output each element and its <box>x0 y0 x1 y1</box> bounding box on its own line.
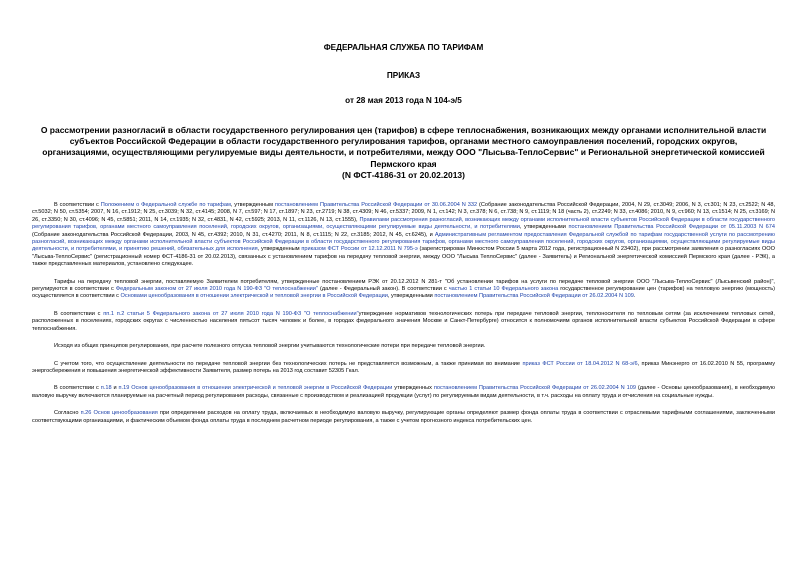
paragraph-text: С учетом того, что осуществление деятельности по передаче тепловой энергии без технологических потерь не представляется возможным, а также принимая во внимание <box>54 360 523 367</box>
legal-reference-link[interactable]: п.19 Основ ценообразования в отношении электрической и тепловой энергии в Российской Федерации <box>118 385 393 392</box>
document-date-number: от 28 мая 2013 года N 104-э/5 <box>345 96 462 105</box>
paragraph-text: утверждение нормативов технологических потерь при передаче тепловой энергии, теплоносителя по тепловым сетям (за исключением тепловых сетей, расположенных в поселениях, городских округах с численностью населения пятьсот тысяч человек и более, в городах федерального значения Москве и Санкт-Петербурге) относится к полномочиям органов исполнительной власти субъектов Российской Федерации в сфере теплоснабжения. <box>32 310 775 332</box>
paragraph-text: Исходя из общих принципов регулирования, при расчете полезного отпуска тепловой энергии учитываются технологические потери при передаче тепловой энергии. <box>54 343 486 350</box>
paragraph-text: , утвержденными <box>519 224 569 231</box>
legal-reference-link[interactable]: постановлением Правительства Российской Федерации от 26.02.2004 N 109 <box>433 385 636 392</box>
legal-reference-link[interactable]: п.18 <box>100 385 112 392</box>
paragraph-text: В соответствии с <box>54 202 101 209</box>
paragraph-text: (далее - Основы ценообразования), в необходимую валовую выручку включаются планируемые на расчетный период регулирования расходы, связанные с производством и реализацией продукции (услуг) по регулируемым видам деятельности, в т.ч. расходы на оплату труда и отчисления на социальные нужды. <box>32 385 775 399</box>
legal-reference-link[interactable]: постановлением Правительства Российской Федерации от 26.02.2004 N 109 <box>434 293 634 300</box>
paragraph-text: (зарегистрирован Минюстом России 5 марта 2012 года, регистрационный N 23402), при рассмотрении заявления о разногласиях ООО "Лысьва-ТеплоСервис" (регистрационный номер ФСТ-4186-31 от 20.02.2013), связанных с установлением тарифов на передачу тепловой энергии, между ООО "Лысьва ТеплоСервис" (далее - Заявитель) и Региональной энергетической комиссией Пермского края (далее - РЭК), а также представленных материалов, установлено следующее. <box>32 246 775 268</box>
paragraph-text: (далее - Федеральный закон). В соответствии с <box>317 286 449 293</box>
legal-reference-link[interactable]: постановлением Правительства Российской Федерации от 30.06.2004 N 332 <box>274 202 478 209</box>
body-paragraph <box>30 279 777 301</box>
paragraph-text: Согласно <box>54 410 81 417</box>
legal-reference-link[interactable]: постановлением Правительства Российской Федерации от 05.11.2003 N 674 <box>568 224 775 231</box>
document-title <box>30 125 777 181</box>
paragraph-text: , утвержденным <box>230 202 275 209</box>
paragraph-text: утвержденных <box>392 385 434 392</box>
document-body <box>30 202 777 425</box>
body-paragraph <box>30 202 777 269</box>
body-paragraph <box>30 343 777 350</box>
body-paragraph <box>30 311 777 333</box>
legal-reference-link[interactable]: приказ ФСТ России от 18.04.2012 N 68-э/6 <box>522 360 638 367</box>
paragraph-text: . <box>633 293 636 300</box>
agency-name: ФЕДЕРАЛЬНАЯ СЛУЖБА ПО ТАРИФАМ <box>323 43 484 52</box>
paragraph-text: В соответствии с <box>54 310 104 317</box>
paragraph-text: В соответствии с <box>54 385 101 392</box>
paragraph-text: Тарифы на передачу тепловой энергии, поставляемую Заявителем потребителям, утвержденные постановлением РЭК от 20.12.2012 N 281-т "Об установлении тарифов на услуги по передаче тепловой энергии ООО "Лысьва-ТеплоСервис" (Лысьвенский район)", регулируются в соответствии с <box>32 278 775 293</box>
legal-reference-link[interactable]: Положением о Федеральной службе по тарифам <box>100 202 231 209</box>
legal-reference-link[interactable]: приказом ФСТ России от 12.12.2011 N 795-э <box>301 246 418 253</box>
legal-reference-link[interactable]: частью 1 статьи 10 Федерального закона <box>448 286 559 293</box>
legal-reference-link[interactable]: п.26 Основ ценообразования <box>80 410 158 417</box>
document-title-text: О рассмотрении разногласий в области государственного регулирования цен (тарифов) в сфере теплоснабжения, возникающих между органами исполнительной власти субъектов Российской Федерации в области государственного регулирования тарифов, органами местного самоуправления поселений, городских округов, организациями, осуществляющими регулируемые виды деятельности, и потребителями, между ООО "Лысьва-ТеплоСервис" и Региональной энергетической комиссией Пермского края <box>40 125 767 169</box>
paragraph-text: и <box>111 385 119 392</box>
paragraph-text: (Собрание законодательства Российской Федерации, 2004, N 29, ст.3049; 2006, N 3, ст.301; N 23, ст.2522; N 48, ст.5032; N 50, ст.5354; 2007, N 16, ст.1912; N 25, ст.3039; N 32, ст.4145; 2008, N 7, ст.597; N 17, ст.1897; N 23, ст.2719; N 38, ст.4309; N 46, ст.5337; 2009, N 1, ст.142; N 3, ст.378; N 6, ст.738; N 9, ст.1119; N 18 (часть 2), ст.2249; N 33, ст.4086; 2010, N 9, ст.960; N 13, ст.1514; N 25, ст.3169; N 26, ст.3350; N 30, ст.4096; N 45, ст.5851; 2011, N 14, ст.1935; N 32, ст.4831, N 42, ст.5925; 2013, N 11, ст.1126, N 13, ст.1555), <box>32 202 776 223</box>
document-type: ПРИКАЗ <box>386 71 421 80</box>
paragraph-text: , приказ Минэнерго от 16.02.2010 N 55, программу энергосбережения и повышения энергетической эффективности Заявителя, размер потерь на 2013 год составит 52305 Гкал. <box>32 360 776 374</box>
paragraph-text: при определении расходов на оплату труда, включаемых в необходимую валовую выручку, регулирующие органы определяют размер фонда оплаты труда в соответствии с отраслевыми тарифными соглашениями, заключенными соответствующими организациями, и фактическим объемом фонда оплаты труда в последнем расчетном периоде регулирования, а также с учетом прогнозного индекса потребительских цен. <box>32 410 775 424</box>
paragraph-text: государственное регулирование цен (тарифов) на тепловую энергию (мощность) осуществляется в соответствии с <box>32 286 775 300</box>
paragraph-text: , утвержденными <box>387 293 435 300</box>
legal-reference-link[interactable]: Правилами рассмотрения разногласий, возникающих между органами исполнительной власти субъектов Российской Федерации в области государственного регулирования тарифов, органами местного самоуправления поселений, городских округов, организациями, осуществляющими регулируемые виды деятельности, и потребителями <box>32 216 775 231</box>
legal-reference-link[interactable]: Федеральным законом от 27 июля 2010 года N 190-ФЗ "О теплоснабжении" <box>115 286 318 293</box>
document-title-ref: (N ФСТ-4186-31 от 20.02.2013) <box>342 169 465 180</box>
body-paragraph <box>30 361 777 376</box>
body-paragraph <box>30 385 777 400</box>
legal-reference-link[interactable]: Основами ценообразования в отношении электрической и тепловой энергии в Российской Федерации <box>120 293 388 300</box>
paragraph-text: (Собрание законодательства Российской Федерации, 2003, N 45, ст.4392; 2010, N 31, ст.4270; 2011, N 8, ст.1115; N 22, ст.3185; 2012, N 45, ст.6245), и <box>32 231 435 238</box>
body-paragraph <box>30 410 777 425</box>
paragraph-text: , утвержденным <box>257 246 302 253</box>
legal-reference-link[interactable]: Административным регламентом предоставления Федеральной службой по тарифам государственной услуги по рассмотрению разногласий, возникающих между органами исполнительной власти субъектов Российской Федерации в области государственного регулирования тарифов, органами местного самоуправления поселений, городских округов, организациями, осуществляющими регулируемые виды деятельности, и потребителями, и принятию решений, обязательных для исполнения <box>32 231 775 253</box>
legal-reference-link[interactable]: пп.1 п.2 статьи 5 Федерального закона от 27 июля 2010 года N 190-ФЗ "О теплоснабжении" <box>103 310 359 317</box>
